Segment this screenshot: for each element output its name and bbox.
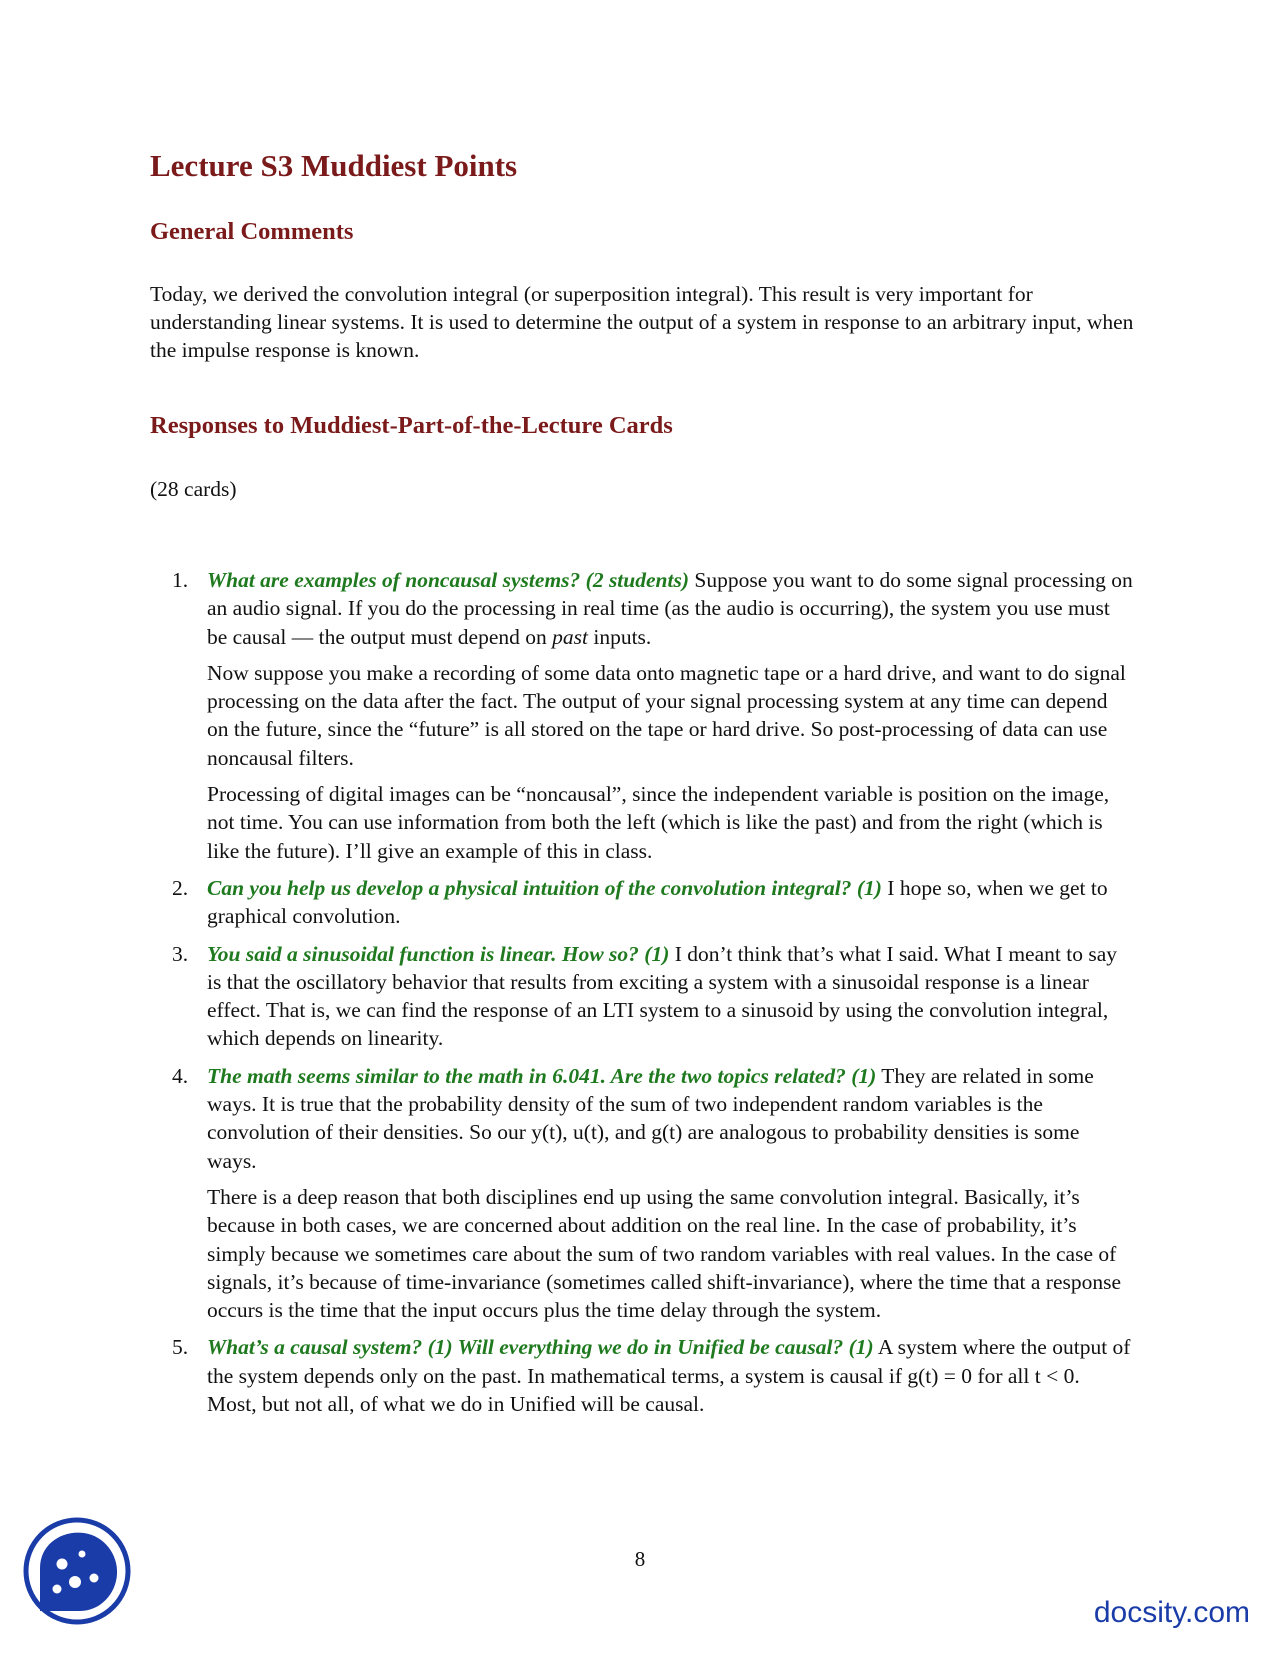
item-answer: Suppose you want to do some signal processing on an audio signal. If you do the processing in real time (as the audio is occurring), the system you use must be causal — the output must depend on	[207, 568, 1133, 649]
responses-heading: Responses to Muddiest-Part-of-the-Lecture Cards	[150, 412, 673, 439]
item-number: 5.	[172, 1335, 189, 1360]
item-question: Can you help us develop a physical intuition of the convolution integral? (1)	[207, 875, 882, 900]
list-item	[172, 874, 1134, 931]
item-main	[207, 566, 1134, 651]
item-answer: They are related in some ways. It is true that the probability density of the sum of two independent random variables is the convolution of their densities. So our y(t), u(t), and g(t) are analogous to probability densities is some ways.	[207, 1063, 1094, 1173]
item-main	[207, 1333, 1134, 1418]
item-number: 3.	[172, 941, 189, 966]
general-comments-heading: General Comments	[150, 218, 354, 245]
card-count: (28 cards)	[150, 477, 237, 501]
page-title: Lecture S3 Muddiest Points	[150, 148, 518, 183]
item-paragraph: Processing of digital images can be “noncausal”, since the independent variable is position on the image, not time. You can use information from both the left (which is like the past) and from the right (which is like the future). I’ll give an example of this in class.	[207, 782, 1110, 863]
item-main	[207, 1062, 1134, 1175]
docsity-logo-icon[interactable]	[22, 1516, 132, 1626]
general-comments-text: Today, we derived the convolution integral (or superposition integral). This result is very important for understanding linear systems. It is used to determine the output of a system in response to an arbitrary input, when the impulse response is known.	[150, 282, 1134, 362]
item-answer-end: inputs.	[587, 624, 652, 649]
list-item	[172, 1062, 1134, 1325]
item-paragraph: There is a deep reason that both disciplines end up using the same convolution integral. Basically, it’s because in both cases, we are concerned about addition on the real line. In the case of probability, it’s simply because we sometimes care about the sum of two random variables with real values. In the case of signals, it’s because of time-invariance (sometimes called shift-invariance), where the time that a response occurs is the time that the input occurs plus the time delay through the system.	[207, 1184, 1122, 1323]
item-emphasis: past	[552, 624, 588, 649]
docsity-brand-link[interactable]: docsity.com	[1093, 1596, 1250, 1629]
item-answer: I hope so, when we get to graphical convolution.	[207, 875, 1108, 929]
item-number: 4.	[172, 1063, 189, 1088]
responses-list	[172, 566, 1134, 1427]
item-number: 2.	[172, 875, 189, 900]
list-item	[172, 566, 1134, 865]
item-answer: A system where the output of the system depends only on the past. In mathematical terms, a system is causal if g(t) = 0 for all t < 0. Most, but not all, of what we do in Unified will be causal.	[207, 1335, 1131, 1417]
item-number: 1.	[172, 568, 189, 592]
item-answer: I don’t think that’s what I said. What I meant to say is that the oscillatory behavior that results from exciting a system with a sinusoidal response is a linear effect. That is, we can find the response of an LTI system to a sinusoid by using the convolution integral, which depends on linearity.	[207, 941, 1117, 1051]
item-main	[207, 940, 1134, 1053]
item-question: What’s a causal system? (1) Will everything we do in Unified be causal? (1)	[207, 1335, 874, 1360]
item-paragraph: Now suppose you make a recording of some data onto magnetic tape or a hard drive, and want to do signal processing on the data after the fact. The output of your signal processing system at any time can depend on the future, since the “future” is all stored on the tape or hard drive. So post-processing of data can use noncausal filters.	[207, 660, 1126, 770]
item-main	[207, 874, 1134, 931]
list-item	[172, 940, 1134, 1053]
page-number: 8	[634, 1547, 646, 1571]
item-question: What are examples of noncausal systems? (2 students)	[207, 568, 689, 592]
list-item	[172, 1333, 1134, 1418]
item-question: The math seems similar to the math in 6.041. Are the two topics related? (1)	[207, 1063, 877, 1088]
item-question: You said a sinusoidal function is linear. How so? (1)	[207, 941, 670, 966]
